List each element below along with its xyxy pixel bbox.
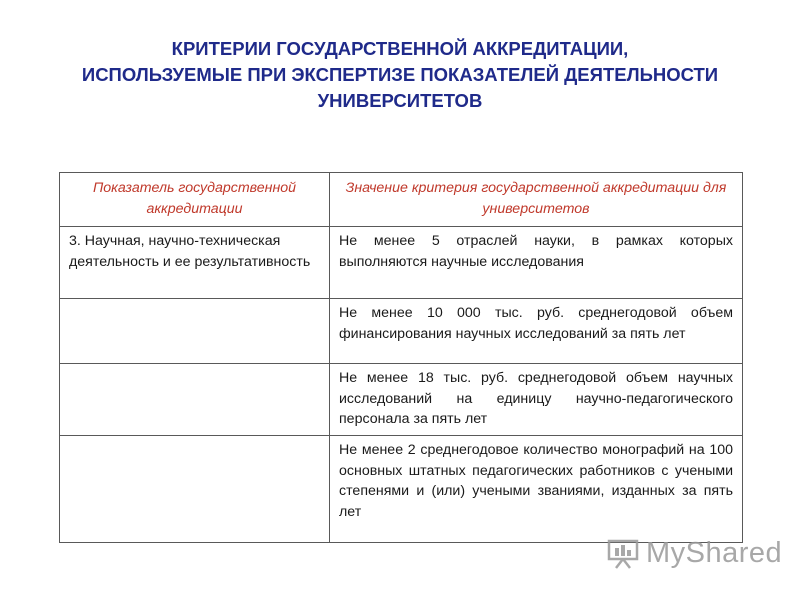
value-cell: Не менее 2 среднегодовое количество монографий на 100 основных штатных педагогических работников с учеными степенями и (или) учеными званиями, изданных за пять лет <box>330 436 743 543</box>
watermark-text: MyShared <box>646 537 783 569</box>
slide-title <box>40 36 760 114</box>
header-indicator: Показатель государственной аккредитации <box>60 173 330 227</box>
value-cell: Не менее 10 000 тыс. руб. среднегодовой объем финансирования научных исследований за пять лет <box>330 299 743 364</box>
title-line-2: ИСПОЛЬЗУЕМЫЕ ПРИ ЭКСПЕРТИЗЕ ПОКАЗАТЕЛЕЙ ДЕЯТЕЛЬНОСТИ <box>81 64 719 85</box>
value-cell: Не менее 18 тыс. руб. среднегодовой объем научных исследований на единицу научно-педагогического персонала за пять лет <box>330 364 743 436</box>
watermark <box>606 537 782 570</box>
table-row <box>60 364 743 436</box>
title-line-3: УНИВЕРСИТЕТОВ <box>317 90 483 111</box>
criteria-table <box>59 172 743 543</box>
table-row <box>60 227 743 299</box>
header-criterion-value: Значение критерия государственной аккредитации для университетов <box>330 173 743 227</box>
indicator-cell <box>60 436 330 543</box>
indicator-cell: 3. Научная, научно-техническая деятельность и ее результативность <box>60 227 330 299</box>
indicator-cell <box>60 364 330 436</box>
title-line-1: КРИТЕРИИ ГОСУДАРСТВЕННОЙ АККРЕДИТАЦИИ, <box>171 38 629 59</box>
indicator-cell <box>60 299 330 364</box>
table-header-row <box>60 173 743 227</box>
value-cell: Не менее 5 отраслей науки, в рамках которых выполняются научные исследования <box>330 227 743 299</box>
presentation-board-icon <box>606 539 640 569</box>
table-row <box>60 299 743 364</box>
table-row <box>60 436 743 543</box>
